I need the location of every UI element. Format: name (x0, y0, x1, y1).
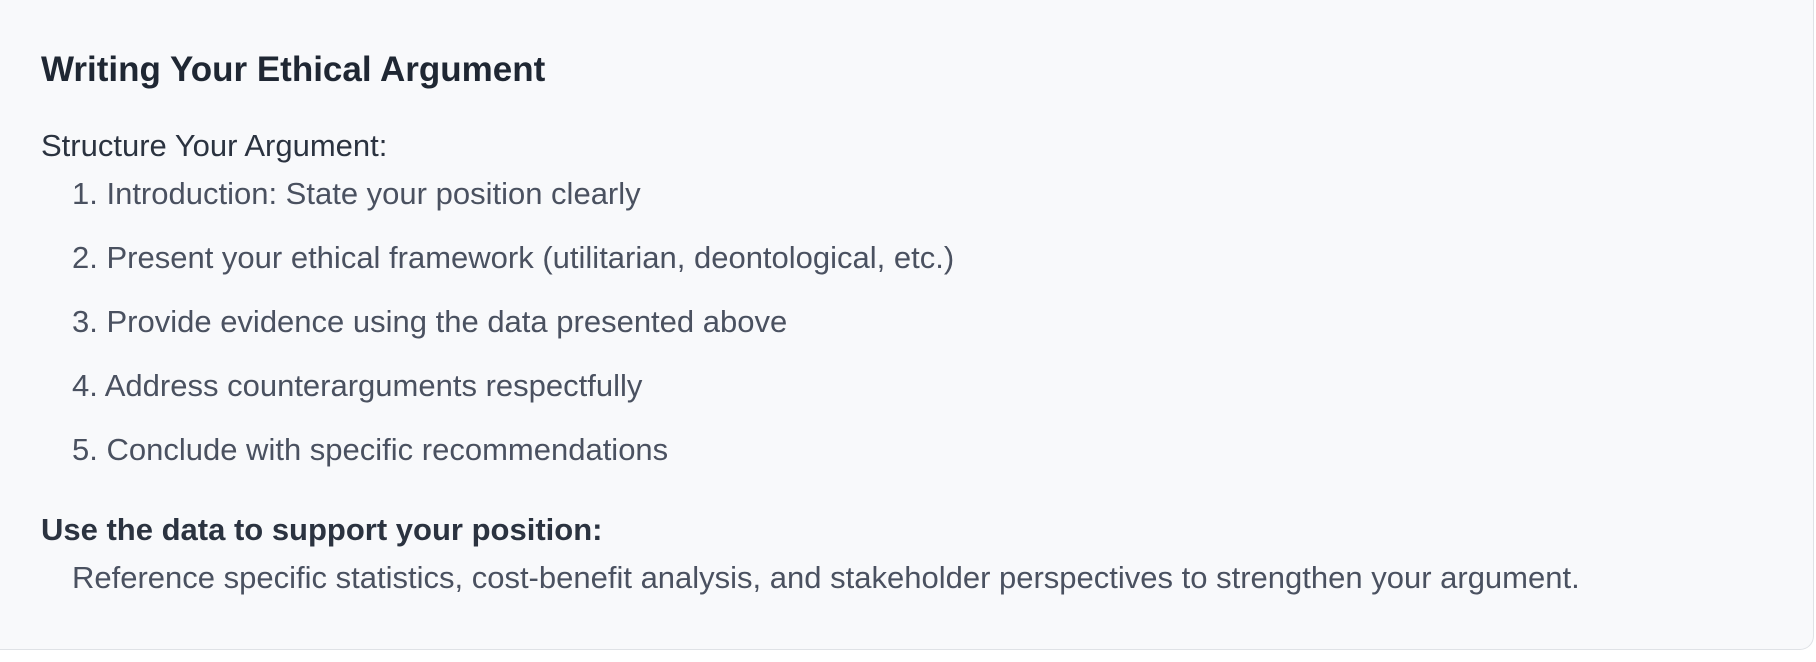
list-item: 1. Introduction: State your position clearly (72, 176, 641, 211)
list-item: 3. Provide evidence using the data presented above (72, 304, 788, 339)
section-title: Writing Your Ethical Argument (41, 50, 546, 89)
data-support-note: Reference specific statistics, cost-benefit analysis, and stakeholder perspectives to strengthen your argument. (72, 560, 1580, 595)
list-item: 4. Address counterarguments respectfully (72, 368, 643, 403)
data-support-heading: Use the data to support your position: (41, 512, 603, 547)
list-item: 5. Conclude with specific recommendations (72, 432, 669, 467)
structure-heading: Structure Your Argument: (41, 128, 388, 163)
list-item: 2. Present your ethical framework (utilitarian, deontological, etc.) (72, 240, 955, 275)
argument-steps-list (72, 174, 954, 494)
